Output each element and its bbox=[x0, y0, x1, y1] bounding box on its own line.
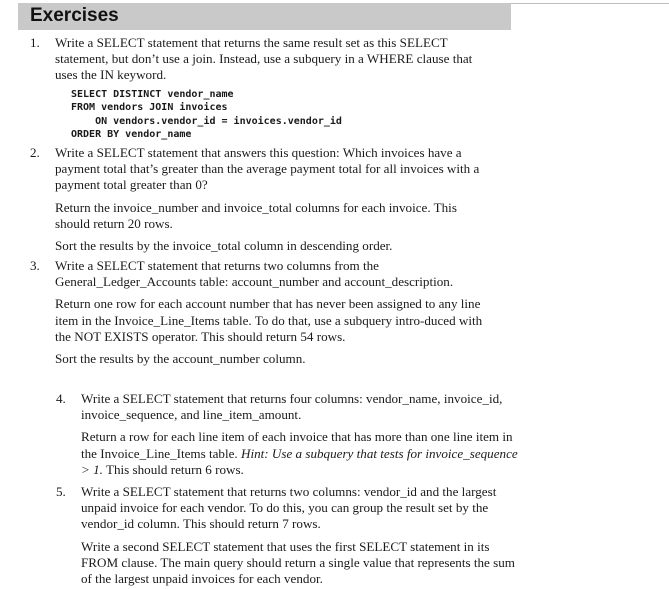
exercise-number: 5. bbox=[56, 484, 66, 499]
exercise-paragraph bbox=[81, 429, 521, 478]
code-line: SELECT DISTINCT vendor_name bbox=[71, 88, 234, 100]
paragraph-text: Return a row for each line item of each invoice that has more than one line item in the Invoice_Line_Items table. bbox=[81, 429, 513, 461]
exercise-paragraph: Write a second SELECT statement that uses the first SELECT statement in its FROM clause. The main query should return a single value that represents the sum of the largest unpaid invoices for each vendor. bbox=[81, 538, 515, 587]
exercise-4 bbox=[56, 391, 521, 478]
exercise-3 bbox=[30, 258, 490, 367]
exercise-5 bbox=[56, 484, 521, 587]
exercise-number: 4. bbox=[56, 391, 66, 406]
exercise-paragraph: Sort the results by the invoice_total column in descending order. bbox=[55, 238, 393, 254]
sql-code-block bbox=[71, 88, 490, 142]
exercise-paragraph: Write a SELECT statement that answers this question: Which invoices have a payment total that’s greater than the average payment total for all invoices with a payment total greater than 0? bbox=[55, 145, 480, 193]
exercise-1 bbox=[30, 35, 490, 142]
code-line: FROM vendors JOIN invoices bbox=[71, 102, 228, 114]
exercise-number: 3. bbox=[30, 258, 40, 273]
exercise-paragraph: Return one row for each account number that has never been assigned to any line item in the Invoice_Line_Items table. To do that, use a subquery intro-duced with the NOT EXISTS operator. This should return 54 rows. bbox=[55, 296, 483, 344]
exercise-paragraph: Write a SELECT statement that returns two columns: vendor_id and the largest unpaid invoice for each vendor. To do this, you can group the result set by the vendor_id column. This should return 7 rows. bbox=[81, 484, 497, 532]
hint-text: Hint: Use a subquery that tests for invoice_sequence > 1. bbox=[81, 445, 518, 477]
exercise-number: 1. bbox=[30, 35, 40, 50]
exercise-number: 2. bbox=[30, 145, 40, 160]
exercise-paragraph: Write a SELECT statement that returns four columns: vendor_name, invoice_id, invoice_sequence, and line_item_amount. bbox=[81, 391, 503, 423]
exercise-paragraph: Write a SELECT statement that returns two columns from the General_Ledger_Accounts table: account_number and account_description. bbox=[55, 258, 454, 290]
exercise-2 bbox=[30, 145, 490, 254]
section-header-bar bbox=[18, 3, 511, 30]
section-title: Exercises bbox=[30, 5, 119, 26]
exercise-paragraph: Write a SELECT statement that returns the same result set as this SELECT statement, but don’t use a join. Instead, use a subquery in a WHERE clause that uses the IN keyword. bbox=[55, 35, 473, 83]
exercise-paragraph: Sort the results by the account_number column. bbox=[55, 351, 306, 367]
code-line: ORDER BY vendor_name bbox=[71, 129, 192, 141]
code-line: ON vendors.vendor_id = invoices.vendor_id bbox=[71, 115, 342, 127]
exercise-paragraph: Return the invoice_number and invoice_total columns for each invoice. This should return 20 rows. bbox=[55, 199, 457, 231]
paragraph-text: This should return 6 rows. bbox=[102, 461, 244, 477]
header-rule bbox=[511, 3, 669, 4]
